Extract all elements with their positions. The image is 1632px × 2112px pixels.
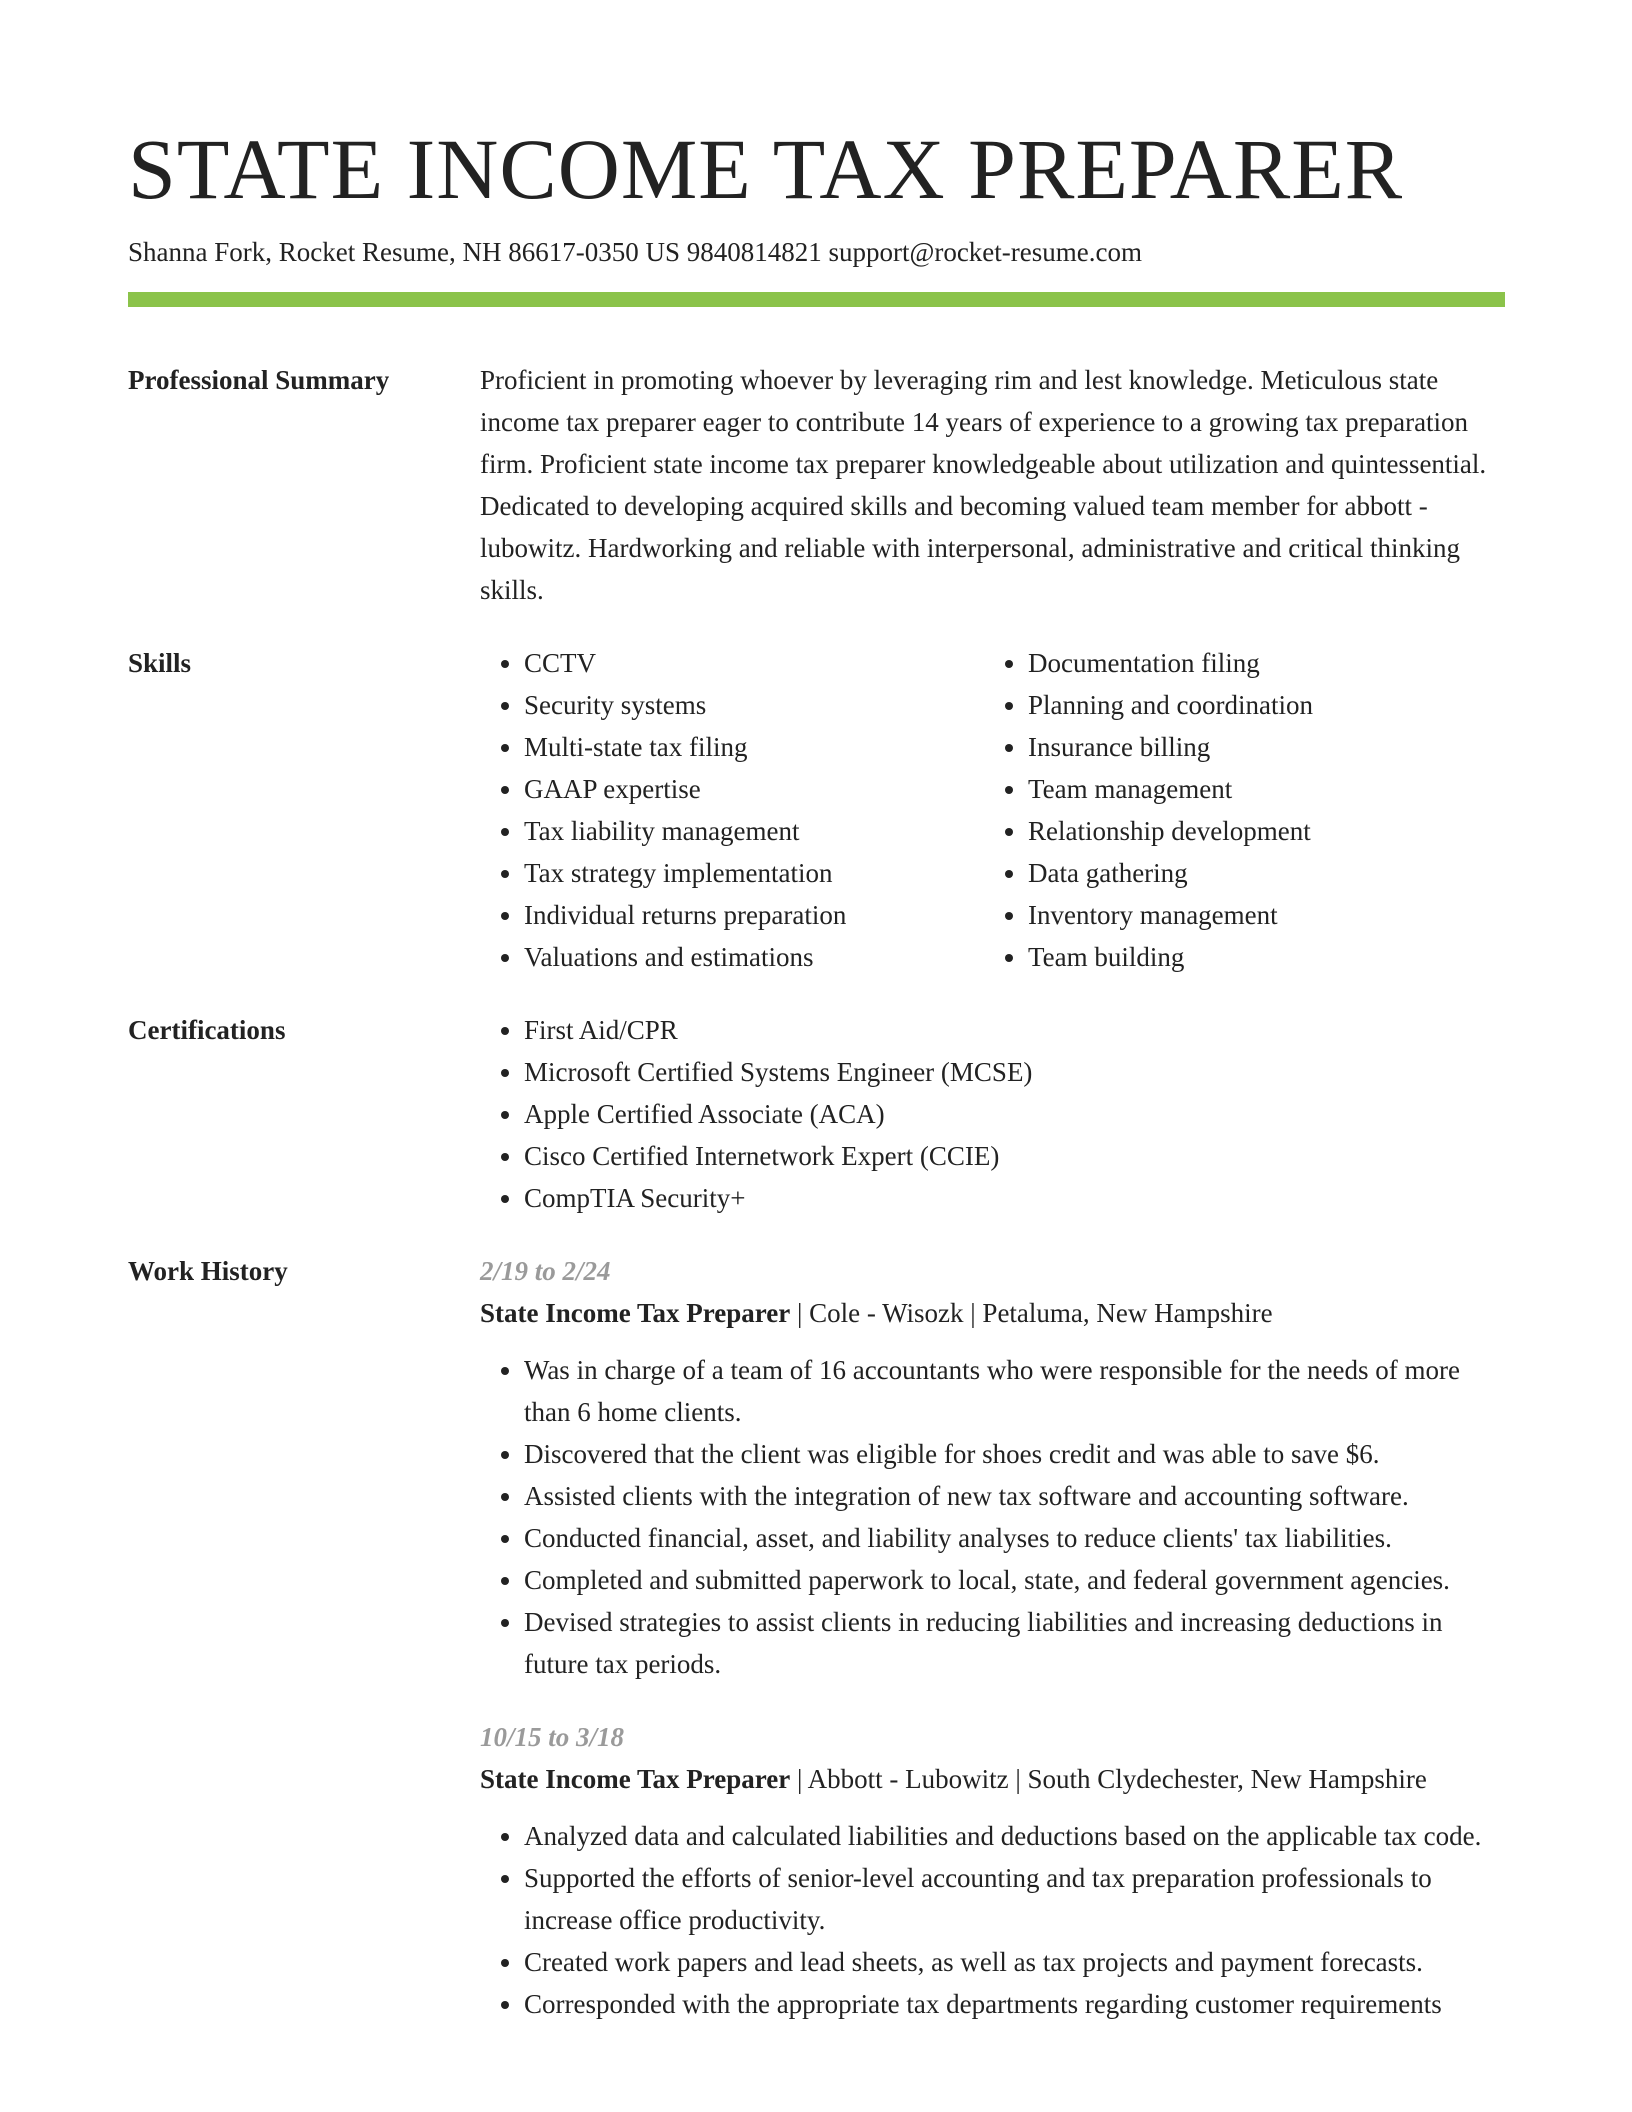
summary-section [128,359,1505,611]
job-bullet: • Devised strategies to assist clients in reducing liabilities and increasing deductions in future tax periods. [524,1601,1505,1685]
job-entry [480,1250,1505,1685]
job-heading [480,1758,1505,1800]
accent-divider [128,292,1505,307]
skill-item: • Valuations and estimations [524,936,984,978]
section-label-work-history: Work History [128,1256,288,1286]
job-dates: 10/15 to 3/18 [480,1722,625,1752]
section-label-certifications: Certifications [128,1015,286,1045]
skills-list-left [480,642,984,978]
summary-text: Proficient in promoting whoever by leveraging rim and lest knowledge. Meticulous state income tax preparer eager to contribute 14 years of experience to a growing tax preparation firm. Proficient state income tax preparer knowledgeable about utilization and quintessential. Dedicated to developing acquired skills and becoming valued team member for abbott - lubowitz. Hardworking and reliable with interpersonal, administrative and critical thinking skills. [480,365,1487,605]
skill-item: • Data gathering [1028,852,1508,894]
job-title: State Income Tax Preparer [480,1298,791,1328]
job-bullet: • Assisted clients with the integration of new tax software and accounting software. [524,1475,1505,1517]
skill-item: • Inventory management [1028,894,1508,936]
job-bullet: • Corresponded with the appropriate tax departments regarding customer requirements [524,1983,1505,2025]
certification-item: • Apple Certified Associate (ACA) [524,1093,1505,1135]
job-bullet: • Was in charge of a team of 16 accountants who were responsible for the needs of more than 6 home clients. [524,1349,1505,1433]
certification-item: • First Aid/CPR [524,1009,1505,1051]
skills-section [128,642,1505,978]
certifications-section [128,1009,1505,1219]
skill-item: • Tax liability management [524,810,984,852]
job-bullet: • Analyzed data and calculated liabilities and deductions based on the applicable tax code. [524,1815,1505,1857]
contact-line: Shanna Fork, Rocket Resume, NH 86617-0350 US 9840814821 support@rocket-resume.com [128,237,1142,267]
job-details: | Cole - Wisozk | Petaluma, New Hampshire [790,1298,1273,1328]
job-bullet-list [480,1815,1505,2025]
skill-item: • Relationship development [1028,810,1508,852]
skill-item: • CCTV [524,642,984,684]
skill-item: • Tax strategy implementation [524,852,984,894]
job-bullet: • Supported the efforts of senior-level accounting and tax preparation professionals to increase office productivity. [524,1857,1505,1941]
job-bullet: • Discovered that the client was eligible for shoes credit and was able to save $6. [524,1433,1505,1475]
skill-item: • Planning and coordination [1028,684,1508,726]
skill-item: • Team building [1028,936,1508,978]
skill-item: • Insurance billing [1028,726,1508,768]
job-bullet: • Completed and submitted paperwork to local, state, and federal government agencies. [524,1559,1505,1601]
skill-item: • Team management [1028,768,1508,810]
job-heading [480,1292,1505,1334]
work-history-section [128,1250,1505,2025]
job-title: State Income Tax Preparer [480,1764,791,1794]
job-dates: 2/19 to 2/24 [480,1256,611,1286]
job-bullet: • Created work papers and lead sheets, as well as tax projects and payment forecasts. [524,1941,1505,1983]
resume-title: STATE INCOME TAX PREPARER [128,121,1404,217]
skill-item: • Documentation filing [1028,642,1508,684]
skill-item: • GAAP expertise [524,768,984,810]
job-entry [480,1716,1505,2025]
job-bullet: • Conducted financial, asset, and liability analyses to reduce clients' tax liabilities. [524,1517,1505,1559]
skill-item: • Security systems [524,684,984,726]
skills-list-right [984,642,1508,978]
skill-item: • Multi-state tax filing [524,726,984,768]
certification-item: • CompTIA Security+ [524,1177,1505,1219]
certifications-list [480,1009,1505,1219]
certification-item: • Cisco Certified Internetwork Expert (CCIE) [524,1135,1505,1177]
certification-item: • Microsoft Certified Systems Engineer (MCSE) [524,1051,1505,1093]
resume-page [128,0,1505,2025]
section-label-summary: Professional Summary [128,365,390,395]
job-bullet-list [480,1349,1505,1685]
section-label-skills: Skills [128,648,192,678]
job-details: | Abbott - Lubowitz | South Clydechester, New Hampshire [790,1764,1427,1794]
skill-item: • Individual returns preparation [524,894,984,936]
